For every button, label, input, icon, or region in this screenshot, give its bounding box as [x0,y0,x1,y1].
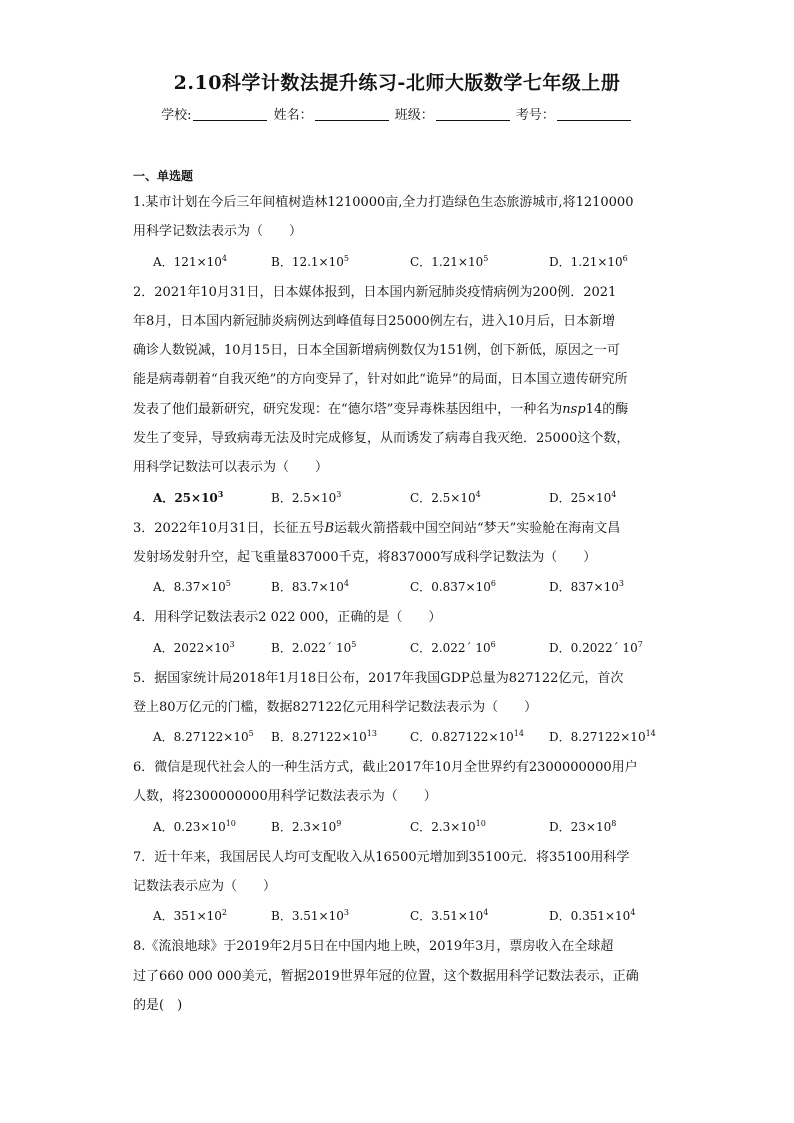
option-a[interactable]: A．$351\times 10^2$ [153,908,227,924]
options-row [133,572,661,603]
option-d[interactable]: D．$1.21\times 10^6$ [549,253,628,269]
section-title: 一、单选题 [133,169,194,183]
option-b[interactable]: B．$2.3\times 10^9$ [271,818,342,834]
question-3 [133,514,661,604]
question-line: 3．2022年10月31日，长征五号B运载火箭搭载中国空间站“梦天”实验舱在海南文昌 [133,520,621,536]
option-d[interactable]: D．$837\times 10^3$ [549,579,624,595]
question-7 [133,843,661,933]
option-b[interactable]: B．$8.27122\times 10^{13}$ [271,729,377,745]
question-line: 4．用科学记数法表示2 022 000，正确的是（ ） [133,610,442,626]
class-blank[interactable] [436,108,510,121]
question-6 [133,753,661,843]
question-5 [133,664,661,754]
name-label: 姓名： [273,108,313,123]
option-a[interactable]: A．$8.37\times 10^5$ [153,579,231,595]
option-d[interactable]: D．$0.351\times 10^4$ [549,908,636,924]
question-line: 6．微信是现代社会人的一种生活方式，截止2017年10月全世界约有2300000000用户 [133,760,638,776]
option-c[interactable]: C．$2.3\times 10^{10}$ [410,818,486,834]
student-info-row [0,104,794,123]
question-line: 登上80万亿元的门槛，数据827122亿元用科学记数法表示为（ ） [133,699,538,715]
options-row [133,247,661,278]
options-row [133,633,661,664]
question-line: 8.《流浪地球》于2019年2月5日在中国内地上映，2019年3月，票房收入在全球超 [133,939,614,955]
option-b[interactable]: B．2.022´ $10^5$ [271,639,357,655]
question-line: 发表了他们最新研究，研究发现：在“德尔塔”变异毒株基因组中，一种名为nsp14的酶 [133,401,629,417]
option-b[interactable]: B．$3.51\times 10^3$ [271,908,349,924]
options-row [133,722,661,753]
option-b[interactable]: B．$2.5\times 10^3$ [271,489,342,505]
option-a[interactable]: A．$121\times 10^4$ [153,253,227,269]
page-title: 2.10科学计数法提升练习-北师大版数学七年级上册 [173,72,621,94]
question-2 [133,278,661,514]
option-c[interactable]: C．$1.21\times 10^5$ [410,253,489,269]
options-row [133,483,661,514]
option-c[interactable]: C．$0.827122\times 10^{14}$ [410,729,524,745]
option-c[interactable]: C．$0.837\times 10^6$ [410,579,496,595]
options-row [133,812,661,843]
question-line: 记数法表示应为（ ） [133,879,277,895]
option-a[interactable]: A．$8.27122\times 10^5$ [153,729,254,745]
question-line: 人数，将2300000000用科学记数法表示为（ ） [133,789,437,805]
exam-number-label: 考号： [515,108,555,123]
exam-number-blank[interactable] [557,108,631,121]
question-1 [133,188,661,278]
option-b[interactable]: B．$83.7\times 10^4$ [271,579,349,595]
option-c[interactable]: C．2.022´ $10^6$ [410,639,496,655]
option-d[interactable]: D．$8.27122\times 10^{14}$ [549,729,656,745]
question-line: 5．据国家统计局2018年1月18日公布，2017年我国GDP总量为827122亿元，首次 [133,670,624,686]
option-c[interactable]: C．$3.51\times 10^4$ [410,908,489,924]
question-line: 7．近十年来，我国居民人均可支配收入从16500元增加到35100元．将35100用科学 [133,849,630,865]
question-4 [133,603,661,663]
options-row [133,901,661,932]
question-line: 用科学记数法可以表示为（ ） [133,460,329,476]
school-label: 学校: [161,108,192,123]
question-line: 能是病毒朝着“自我灭绝”的方向变异了，针对如此“诡异”的局面，日本国立遗传研究所 [133,372,628,388]
option-c[interactable]: C．$2.5\times 10^4$ [410,489,481,505]
question-line: 用科学记数法表示为（ ） [133,224,303,240]
question-line: 1.某市计划在今后三年间植树造林1210000亩,全力打造绿色生态旅游城市,将1210000 [133,195,634,210]
option-d[interactable]: D．$25\times 10^4$ [549,489,617,505]
question-line: 发生了变异，导致病毒无法及时完成修复，从而诱发了病毒自我灭绝．25000这个数， [133,431,630,447]
school-blank[interactable] [193,108,267,121]
option-d[interactable]: D．$23\times 10^8$ [549,818,617,834]
option-d[interactable]: D．0.2022´ $10^7$ [549,639,643,655]
question-line: 发射场发射升空，起飞重量837000千克，将837000写成科学记数法为（ ） [133,549,597,565]
question-line: 2．2021年10月31日，日本媒体报到，日本国内新冠肺炎疫情病例为200例．2021 [133,284,617,300]
question-line: 的是( ) [133,997,183,1013]
question-line: 确诊人数锐减，10月15日，日本全国新增病例数仅为151例，创下新低，原因之一可 [133,343,620,359]
question-line: 过了660 000 000美元，暂据2019世界年冠的位置，这个数据用科学记数法表示，正确 [133,968,639,984]
option-a[interactable]: A．$0.23\times 10^{10}$ [153,818,236,834]
question-line: 年8月，日本国内新冠肺炎病例达到峰值每日25000例左右，进入10月后，日本新增 [133,313,616,329]
option-b[interactable]: B．$12.1\times 10^5$ [271,253,349,269]
class-label: 班级： [394,108,434,123]
option-a[interactable]: A．$2022\times 10^3$ [153,639,235,655]
option-a[interactable]: A．$25\times 10^3$ [153,488,224,505]
questions-body [133,188,661,1020]
name-blank[interactable] [315,108,389,121]
question-8 [133,932,661,1020]
